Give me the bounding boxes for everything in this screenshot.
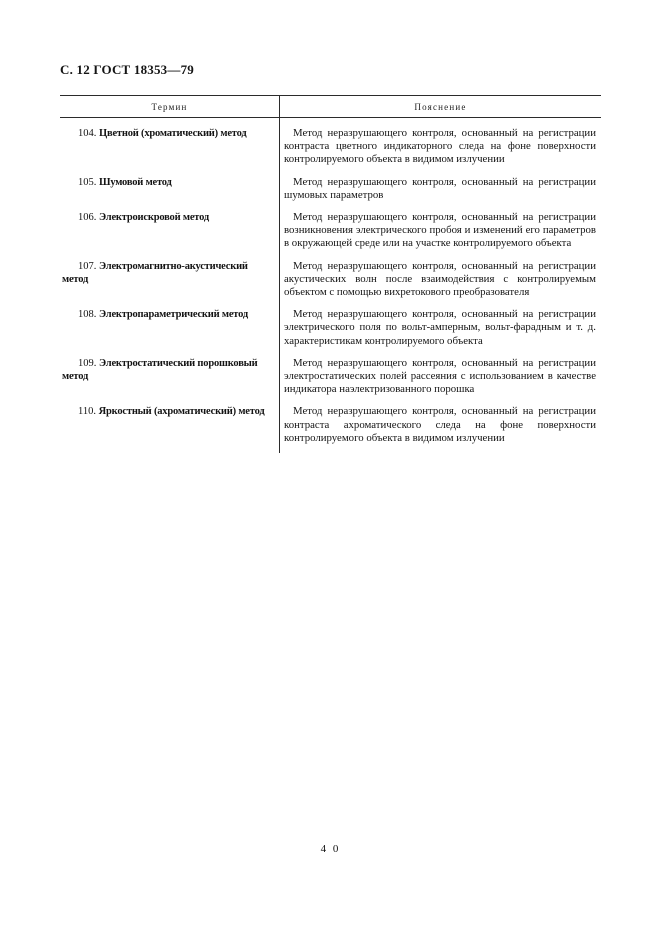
page-header: С. 12 ГОСТ 18353—79	[60, 62, 194, 77]
term-number: 110.	[78, 406, 96, 418]
term-text: Электромагнитно-акустический метод	[62, 260, 248, 285]
explanation-cell: Метод неразрушающего контроля, основанный на регистрации контраста ахроматического следа на фоне поверхности контролируемого объекта в видимом излучении	[284, 405, 596, 444]
column-header-explanation: Пояснение	[414, 102, 467, 112]
page-number: 4 0	[320, 843, 341, 855]
term-number: 108.	[78, 309, 97, 321]
term-cell	[60, 396, 280, 453]
term-cell	[60, 167, 280, 202]
term-text: Шумовой метод	[99, 176, 172, 188]
table-body	[60, 118, 601, 453]
term-number: 104.	[78, 128, 97, 139]
explanation-cell: Метод неразрушающего контроля, основанный на регистрации возникновения электрического пробоя и изменений его параметров в окружающей среде или на участке контролируемого объекта	[284, 211, 596, 250]
explanation-cell: Метод неразрушающего контроля, основанный на регистрации электростатических полей рассеяния с использованием в качестве индикатора наэлектризованного порошка	[284, 356, 596, 396]
table-header-row	[60, 95, 601, 118]
table-row	[60, 396, 601, 453]
term-number: 107.	[78, 260, 97, 272]
explanation-cell: Метод неразрушающего контроля, основанный на регистрации электрического поля по вольт-амперным, вольт-фарадным и т. д. характеристикам контролируемого объекта	[284, 308, 596, 347]
term-number: 106.	[78, 212, 97, 224]
column-header-term: Термин	[60, 96, 280, 117]
term-cell	[60, 202, 280, 251]
term-text: Яркостный (ахроматический) метод	[98, 406, 265, 418]
term-number: 109.	[78, 357, 97, 369]
term-cell	[60, 348, 280, 397]
table-row	[60, 299, 601, 348]
term-number: 105.	[78, 176, 97, 188]
term-text: Цветной (хроматический) метод	[99, 128, 247, 139]
term-cell	[60, 251, 280, 300]
term-cell	[60, 118, 280, 167]
term-text: Электростатический порошковый метод	[62, 357, 258, 382]
table-row	[60, 167, 601, 202]
table-row	[60, 202, 601, 251]
explanation-cell: Метод неразрушающего контроля, основанный на регистрации контраста цветного индикаторного следа на фоне поверхности контролируемого объекта в видимом излучении	[284, 127, 596, 166]
explanation-cell: Метод неразрушающего контроля, основанный на регистрации шумовых параметров	[284, 175, 596, 201]
term-cell	[60, 299, 280, 348]
terms-table	[60, 95, 601, 453]
term-text: Электропараметрический метод	[99, 309, 248, 321]
explanation-cell: Метод неразрушающего контроля, основанный на регистрации акустических волн после взаимодействия с контролируемым объектом с помощью вихретокового преобразователя	[284, 259, 596, 299]
term-text: Электроискровой метод	[99, 212, 209, 224]
table-row	[60, 251, 601, 300]
table-row	[60, 348, 601, 397]
table-row	[60, 118, 601, 167]
